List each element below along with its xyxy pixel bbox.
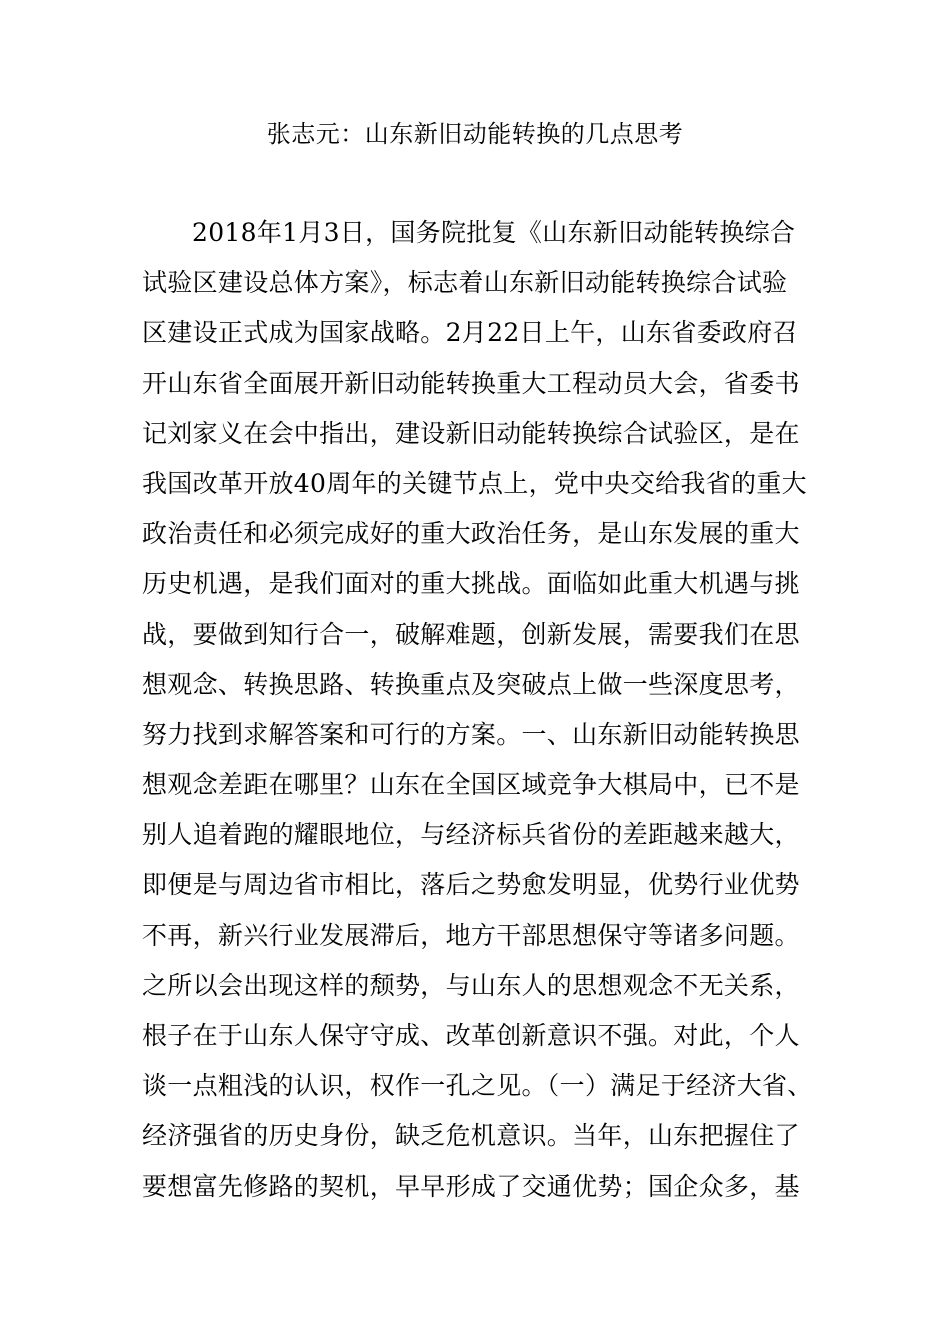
paragraph-line-18: 谈一点粗浅的认识，权作一孔之见。（一）满足于经济大省、 — [142, 1071, 813, 1101]
paragraph-line-9: 战，要做到知行合一，破解难题，创新发展，需要我们在思 — [142, 619, 800, 649]
document-body — [142, 208, 822, 1212]
paragraph-line-15: 不再，新兴行业发展滞后，地方干部思想保守等诸多问题。 — [142, 920, 800, 950]
paragraph-line-11: 努力找到求解答案和可行的方案。一、山东新旧动能转换思 — [142, 719, 800, 749]
paragraph-line-1: 2018年1月3日，国务院批复《山东新旧动能转换综合 — [192, 218, 796, 247]
paragraph-line-6: 我国改革开放40周年的关键节点上，党中央交给我省的重大 — [142, 468, 807, 498]
paragraph-line-10: 想观念、转换思路、转换重点及突破点上做一些深度思考， — [142, 669, 800, 699]
document-title: 张志元：山东新旧动能转换的几点思考 — [266, 120, 684, 148]
paragraph-line-7: 政治责任和必须完成好的重大政治任务，是山东发展的重大 — [142, 519, 800, 549]
paragraph-line-20: 要想富先修路的契机，早早形成了交通优势；国企众多，基 — [142, 1171, 800, 1201]
paragraph-line-14: 即便是与周边省市相比，落后之势愈发明显，优势行业优势 — [142, 870, 800, 900]
paragraph-line-16: 之所以会出现这样的颓势，与山东人的思想观念不无关系， — [142, 970, 800, 1000]
paragraph-line-3: 区建设正式成为国家战略。2月22日上午，山东省委政府召 — [142, 318, 798, 348]
paragraph-line-8: 历史机遇，是我们面对的重大挑战。面临如此重大机遇与挑 — [142, 569, 800, 599]
paragraph-line-12: 想观念差距在哪里？山东在全国区域竞争大棋局中，已不是 — [142, 770, 800, 800]
paragraph-line-13: 别人追着跑的耀眼地位，与经济标兵省份的差距越来越大， — [142, 820, 800, 850]
paragraph-line-4: 开山东省全面展开新旧动能转换重大工程动员大会，省委书 — [142, 368, 800, 398]
paragraph-line-17: 根子在于山东人保守守成、改革创新意识不强。对此，个人 — [142, 1021, 800, 1050]
paragraph-line-2: 试验区建设总体方案》，标志着山东新旧动能转换综合试验 — [142, 268, 788, 298]
paragraph-line-5: 记刘家义在会中指出，建设新旧动能转换综合试验区，是在 — [142, 418, 800, 448]
paragraph-line-19: 经济强省的历史身份，缺乏危机意识。当年，山东把握住了 — [142, 1121, 800, 1151]
